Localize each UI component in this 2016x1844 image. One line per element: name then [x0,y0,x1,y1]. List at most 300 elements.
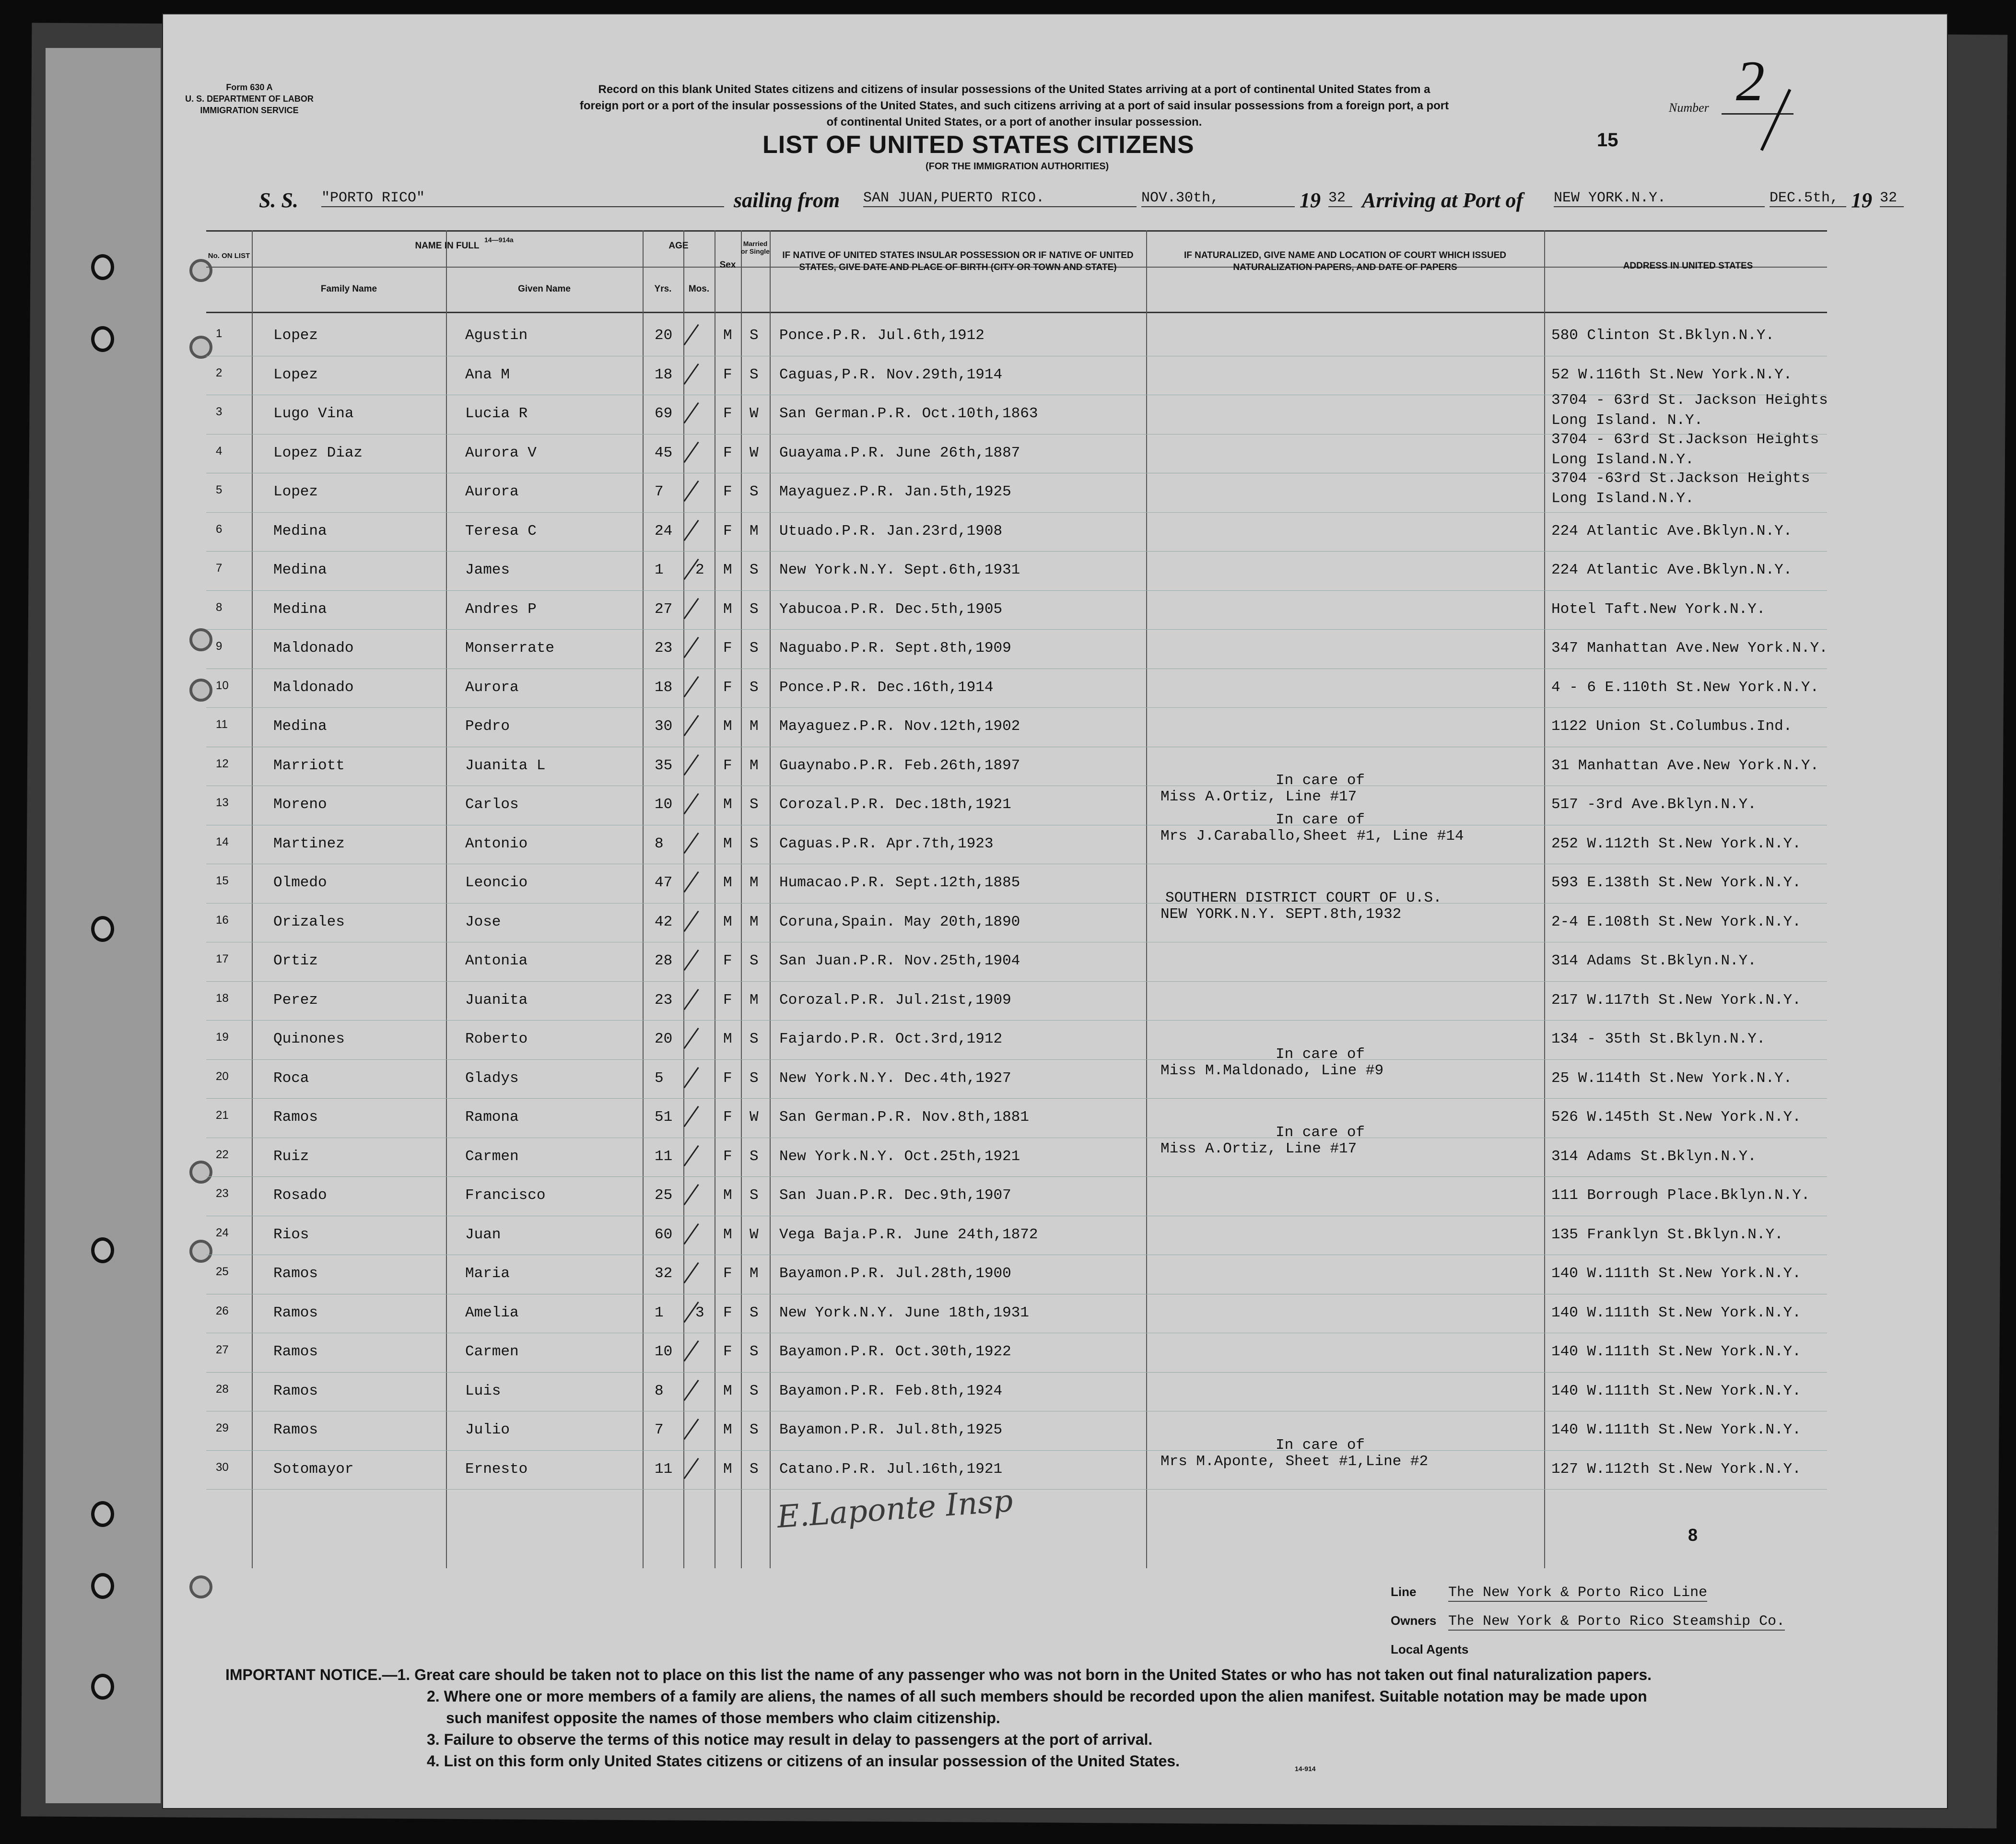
age-years: 1 [655,562,664,578]
family-name: Olmedo [273,874,327,891]
sheet-number: 15 [1597,129,1618,151]
given-name: Leoncio [465,874,528,891]
arrival-port: NEW YORK.N.Y. [1554,190,1765,207]
row-rule [206,1489,1827,1490]
birth-place-date: Ponce.P.R. Jul.6th,1912 [779,327,985,344]
address-line: 3704 -63rd St.Jackson Heights [1551,470,1810,487]
age-years: 24 [655,522,673,540]
age-years: 20 [655,1031,673,1047]
marital-status: S [750,640,759,657]
form-print-code-header: 14—914a [484,236,514,244]
marital-status: M [750,718,759,735]
age-months: 2 [695,562,704,578]
col-header-naturalized: IF NATURALIZED, GIVE NAME AND LOCATION OF COURT WHICH ISSUED NATURALIZATION PAPERS, AND DATE OF PAPERS [1184,250,1506,272]
check-mark [683,1340,699,1362]
header-bottom [206,312,1827,313]
address-line: 111 Borrough Place.Bklyn.N.Y. [1551,1187,1810,1204]
family-name: Lopez [273,327,318,344]
check-mark [683,324,699,345]
table-row [206,1373,1827,1412]
address-line: Hotel Taft.New York.N.Y. [1551,600,1766,618]
marital-status: M [750,522,759,540]
birth-place-date: Ponce.P.R. Dec.16th,1914 [779,679,994,696]
table-row [206,811,1827,865]
check-mark [683,519,699,540]
family-name: Medina [273,718,327,735]
given-name: Aurora V [465,444,537,461]
row-rule [206,903,1827,904]
notice-item: 2. Where one or more members of a family are aliens, the names of all such members should be recorded upon the alien manifest. Suitable notation may be made upon [427,1688,1647,1705]
check-mark [683,676,699,697]
check-mark [683,402,699,423]
ss-label: S. S. [259,188,298,212]
sex: F [723,952,732,969]
row-number: 17 [216,952,229,965]
sex: F [723,679,732,696]
check-mark [683,1262,699,1283]
marital-status: M [750,913,759,930]
ship-name: "PORTO RICO" [321,190,724,207]
birth-place-date: Coruna,Spain. May 20th,1890 [779,913,1020,930]
address-line: 224 Atlantic Ave.Bklyn.N.Y. [1551,562,1793,578]
birth-place-date: Caguas,P.R. Nov.29th,1914 [779,366,1003,383]
birth-place-date: New York.N.Y. Sept.6th,1931 [779,562,1020,578]
birth-place-date: New York.N.Y. Oct.25th,1921 [779,1148,1020,1165]
table-row [206,513,1827,552]
table-row [206,669,1827,708]
row-number: 5 [216,483,223,496]
binder-hole [91,254,114,280]
table-row [206,1217,1827,1256]
table-row [206,1295,1827,1334]
arrival-year-prefix: 19 [1851,188,1872,212]
naturalization-line-1: SOUTHERN DISTRICT COURT OF U.S. [1165,889,1442,906]
col-header-married: Married or Single [741,240,770,255]
given-name: Pedro [465,718,510,735]
check-mark [683,363,699,384]
given-name: Francisco [465,1187,546,1204]
table-row [206,1412,1827,1451]
age-years: 42 [655,913,673,930]
row-number: 14 [216,835,229,848]
col-header-yrs: Yrs. [654,284,672,294]
table-row [206,1256,1827,1294]
marital-status: S [750,1031,759,1047]
family-name: Moreno [273,796,327,813]
family-name: Perez [273,991,318,1009]
row-number: 7 [216,562,223,575]
address-line: 593 E.138th St.New York.N.Y. [1551,874,1801,891]
address-line: 135 Franklyn St.Bklyn.N.Y. [1551,1226,1783,1243]
manifest-table [206,230,1827,1568]
age-years: 8 [655,835,664,852]
check-mark [683,832,699,853]
notice-item: 3. Failure to observe the terms of this notice may result in delay to passengers at the port of arrival. [427,1731,1153,1748]
pin-hole [189,1575,212,1598]
given-name: James [465,562,510,578]
address-line: 52 W.116th St.New York.N.Y. [1551,366,1793,383]
col-header-age: AGE [668,241,689,251]
naturalization-line-2: Mrs M.Aponte, Sheet #1,Line #2 [1160,1453,1429,1470]
check-mark [683,1106,699,1127]
marital-status: S [750,1343,759,1360]
table-row [206,630,1827,669]
record-text-line: of continental United States, or a port of another insular possession. [826,116,1202,129]
birth-place-date: Bayamon.P.R. Oct.30th,1922 [779,1343,1011,1360]
marital-status: S [750,835,759,852]
sex: F [723,522,732,540]
table-row [206,591,1827,630]
record-instructions [470,82,1559,130]
naturalization-line-1: In care of [1276,811,1365,828]
row-number: 19 [216,1031,229,1044]
marital-status: W [750,444,759,461]
col-header-sex: Sex [719,260,736,270]
marital-status: S [750,1304,759,1321]
family-name: Marriott [273,757,345,774]
form-dept: U. S. DEPARTMENT OF LABOR [185,94,314,104]
address-line: 252 W.112th St.New York.N.Y. [1551,835,1801,852]
table-row [206,943,1827,982]
marital-status: S [750,796,759,813]
family-name: Maldonado [273,679,354,696]
col-header-no: No. ON LIST [208,252,250,260]
address-line: 517 -3rd Ave.Bklyn.N.Y. [1551,796,1757,813]
given-name: Aurora [465,679,519,696]
sex: F [723,1304,732,1321]
given-name: Carlos [465,796,519,813]
birth-place-date: Bayamon.P.R. Feb.8th,1924 [779,1382,1003,1399]
sex: M [723,1460,732,1478]
address-line: 31 Manhattan Ave.New York.N.Y. [1551,757,1819,774]
row-rule [206,1372,1827,1373]
number-value: 2 [1736,49,1765,113]
family-name: Orizales [273,913,345,930]
given-name: Teresa C [465,522,537,540]
check-mark [683,481,699,502]
table-row [206,708,1827,747]
check-mark [683,1145,699,1166]
birth-place-date: Humacao.P.R. Sept.12th,1885 [779,874,1020,891]
notice-item: such manifest opposite the names of those members who claim citizenship. [446,1709,1000,1727]
table-row [206,1334,1827,1373]
marital-status: S [750,562,759,578]
given-name: Juanita [465,991,528,1009]
check-mark [683,637,699,658]
marital-status: S [750,1460,759,1478]
table-row [206,552,1827,591]
age-years: 60 [655,1226,673,1243]
row-rule [206,1176,1827,1177]
family-name: Ramos [273,1421,318,1438]
address-line: 314 Adams St.Bklyn.N.Y. [1551,952,1757,969]
birth-place-date: New York.N.Y. Dec.4th,1927 [779,1069,1011,1087]
table-row [206,772,1827,825]
family-name: Ruiz [273,1148,309,1165]
table-row [206,392,1828,435]
table-row [206,889,1827,943]
binder-hole [91,1501,114,1527]
birth-place-date: Guaynabo.P.R. Feb.26th,1897 [779,757,1020,774]
birth-place-date: Mayaguez.P.R. Jan.5th,1925 [779,483,1011,500]
address-line: 127 W.112th St.New York.N.Y. [1551,1460,1801,1478]
sex: M [723,1382,732,1399]
binder-hole [91,1237,114,1263]
address-line-2: Long Island.N.Y. [1551,490,1694,507]
departure-date: NOV.30th, [1141,190,1295,207]
birth-place-date: Corozal.P.R. Dec.18th,1921 [779,796,1011,813]
given-name: Ramona [465,1109,519,1126]
line-label: Line [1391,1585,1417,1599]
birth-place-date: Corozal.P.R. Jul.21st,1909 [779,991,1011,1009]
naturalization-line-2: Miss A.Ortiz, Line #17 [1160,1140,1357,1157]
address-line: 25 W.114th St.New York.N.Y. [1551,1069,1793,1087]
departure-port: SAN JUAN,PUERTO RICO. [863,190,1137,207]
sex: M [723,1031,732,1047]
sex: F [723,366,732,383]
form-print-code: 14-914 [1295,1765,1316,1773]
check-mark [683,950,699,971]
binder-hole [91,916,114,942]
marital-status: M [750,991,759,1009]
check-mark [683,1028,699,1049]
age-years: 27 [655,600,673,618]
given-name: Ernesto [465,1460,528,1478]
footer-count: 8 [1688,1525,1698,1545]
marital-status: S [750,1421,759,1438]
given-name: Carmen [465,1343,519,1360]
age-years: 1 [655,1304,664,1321]
marital-status: W [750,1226,759,1243]
birth-place-date: Fajardo.P.R. Oct.3rd,1912 [779,1031,1003,1047]
given-name: Amelia [465,1304,519,1321]
age-months: 3 [695,1304,704,1321]
age-years: 32 [655,1265,673,1282]
given-name: Andres P [465,600,537,618]
age-years: 7 [655,483,664,500]
family-name: Medina [273,522,327,540]
age-years: 45 [655,444,673,461]
row-number: 6 [216,522,223,536]
col-header-birth: IF NATIVE OF UNITED STATES INSULAR POSSESSION OR IF NATIVE OF UNITED STATES, GIVE DATE AND PLACE OF BIRTH (CITY OR TOWN AND STATE) [782,250,1134,272]
sex: F [723,1148,732,1165]
address-line: 140 W.111th St.New York.N.Y. [1551,1421,1801,1438]
age-years: 5 [655,1069,664,1087]
table-border [206,230,1827,232]
birth-place-date: Catano.P.R. Jul.16th,1921 [779,1460,1003,1478]
sex: M [723,874,732,891]
birth-place-date: Bayamon.P.R. Jul.8th,1925 [779,1421,1003,1438]
table-row [206,865,1827,904]
naturalization-line-2: Mrs J.Caraballo,Sheet #1, Line #14 [1160,827,1464,845]
row-number: 20 [216,1069,229,1083]
naturalization-line-1: In care of [1276,1436,1365,1454]
age-years: 11 [655,1148,673,1165]
age-years: 10 [655,796,673,813]
check-mark [683,1457,699,1479]
birth-place-date: Mayaguez.P.R. Nov.12th,1902 [779,718,1020,735]
row-rule [206,981,1827,982]
sex: F [723,1343,732,1360]
age-years: 7 [655,1421,664,1438]
check-mark [683,1184,699,1205]
sex: M [723,1421,732,1438]
age-years: 18 [655,679,673,696]
address-line: 224 Atlantic Ave.Bklyn.N.Y. [1551,522,1793,540]
row-rule [206,1450,1827,1451]
binding-strip [46,48,161,1803]
address-line-2: Long Island. N.Y. [1551,412,1703,429]
binder-hole [91,1674,114,1700]
birth-place-date: Vega Baja.P.R. June 24th,1872 [779,1226,1038,1243]
age-years: 8 [655,1382,664,1399]
row-rule [206,551,1827,552]
sex: M [723,796,732,813]
family-name: Medina [273,562,327,578]
line-value: The New York & Porto Rico Line [1448,1585,1708,1601]
row-number: 12 [216,757,229,770]
row-number: 15 [216,874,229,887]
birth-place-date: Yabucoa.P.R. Dec.5th,1905 [779,600,1003,618]
sailing-from-label: sailing from [734,188,840,212]
row-number: 18 [216,991,229,1005]
given-name: Julio [465,1421,510,1438]
year-prefix: 19 [1300,188,1321,212]
owners-value: The New York & Porto Rico Steamship Co. [1448,1613,1785,1630]
table-row [206,1045,1827,1099]
given-name: Gladys [465,1069,519,1087]
table-row [206,1099,1827,1138]
row-number: 3 [216,405,223,418]
age-years: 30 [655,718,673,735]
shipping-info [1391,1578,1785,1664]
table-row [206,317,1827,356]
family-name: Ramos [273,1304,318,1321]
row-number: 24 [216,1226,229,1239]
naturalization-line-2: Miss M.Maldonado, Line #9 [1160,1062,1384,1079]
row-number: 28 [216,1382,229,1396]
given-name: Aurora [465,483,519,500]
given-name: Antonio [465,835,528,852]
row-number: 27 [216,1343,229,1356]
col-header-mos: Mos. [688,284,710,294]
row-rule [206,590,1827,591]
address-line: 526 W.145th St.New York.N.Y. [1551,1109,1801,1126]
address-line: 2-4 E.108th St.New York.N.Y. [1551,913,1801,930]
row-number: 10 [216,679,229,692]
age-years: 47 [655,874,673,891]
notice-item: 4. List on this form only United States citizens or citizens of an insular possession of the United States. [427,1752,1180,1770]
family-name: Ramos [273,1109,318,1126]
family-name: Ramos [273,1265,318,1282]
family-name: Maldonado [273,640,354,657]
marital-status: M [750,874,759,891]
address-line: 140 W.111th St.New York.N.Y. [1551,1265,1801,1282]
sex: F [723,640,732,657]
given-name: Carmen [465,1148,519,1165]
birth-place-date: Guayama.P.R. June 26th,1887 [779,444,1020,461]
check-mark [683,871,699,893]
address-line: 140 W.111th St.New York.N.Y. [1551,1304,1801,1321]
form-id-block [177,82,321,116]
given-name: Juan [465,1226,501,1243]
birth-place-date: Caguas.P.R. Apr.7th,1923 [779,835,994,852]
given-name: Agustin [465,327,528,344]
row-number: 9 [216,640,223,653]
family-name: Lugo Vina [273,405,354,422]
age-years: 35 [655,757,673,774]
address-line-2: Long Island.N.Y. [1551,451,1694,468]
row-number: 26 [216,1304,229,1317]
address-line: 347 Manhattan Ave.New York.N.Y. [1551,640,1828,657]
check-mark [683,793,699,814]
row-number: 1 [216,327,223,340]
family-name: Rios [273,1226,309,1243]
sex: F [723,444,732,461]
table-row [206,470,1827,513]
table-row [206,1436,1827,1490]
marital-status: M [750,1265,759,1282]
family-name: Lopez Diaz [273,444,363,461]
address-line: 140 W.111th St.New York.N.Y. [1551,1343,1801,1360]
given-name: Lucia R [465,405,528,422]
sex: M [723,718,732,735]
given-name: Monserrate [465,640,555,657]
family-name: Medina [273,600,327,618]
notice-item: 1. Great care should be taken not to place on this list the name of any passenger who was not born in the United States or who has not taken out final naturalization papers. [397,1666,1652,1683]
inspector-signature: E.Laponte Insp [776,1483,1014,1536]
sex: M [723,913,732,930]
age-years: 51 [655,1109,673,1126]
number-label: Number [1669,101,1709,115]
row-number: 22 [216,1148,229,1161]
marital-status: W [750,405,759,422]
birth-place-date: San German.P.R. Oct.10th,1863 [779,405,1038,422]
marital-status: S [750,366,759,383]
family-name: Ramos [273,1343,318,1360]
marital-status: S [750,1069,759,1087]
number-slash-mark [1760,89,1792,151]
age-years: 23 [655,991,673,1009]
marital-status: S [750,1187,759,1204]
notice-heading: IMPORTANT NOTICE.— [225,1666,398,1683]
birth-place-date: San German.P.R. Nov.8th,1881 [779,1109,1029,1126]
owners-label: Owners [1391,1613,1437,1628]
birth-place-date: San Juan.P.R. Nov.25th,1904 [779,952,1020,969]
naturalization-line-1: In care of [1276,1124,1365,1141]
row-rule [206,1059,1827,1060]
record-text-line: Record on this blank United States citizens and citizens of insular possessions of the United States arriving at a port of continental United States from a [598,83,1430,96]
row-number: 23 [216,1187,229,1200]
family-name: Rosado [273,1187,327,1204]
age-years: 28 [655,952,673,969]
row-rule [206,1020,1827,1021]
table-row [206,1177,1827,1216]
row-rule [206,1098,1827,1099]
table-row [206,982,1827,1021]
important-notice [225,1664,1652,1772]
table-row [206,1124,1827,1177]
naturalization-line-2: NEW YORK.N.Y. SEPT.8th,1932 [1160,905,1402,923]
departure-year: 32 [1328,190,1352,207]
sex: M [723,835,732,852]
given-name: Antonia [465,952,528,969]
table-row [206,431,1827,474]
marital-status: S [750,327,759,344]
sex: M [723,1226,732,1243]
age-years: 18 [655,366,673,383]
check-mark [683,1067,699,1088]
